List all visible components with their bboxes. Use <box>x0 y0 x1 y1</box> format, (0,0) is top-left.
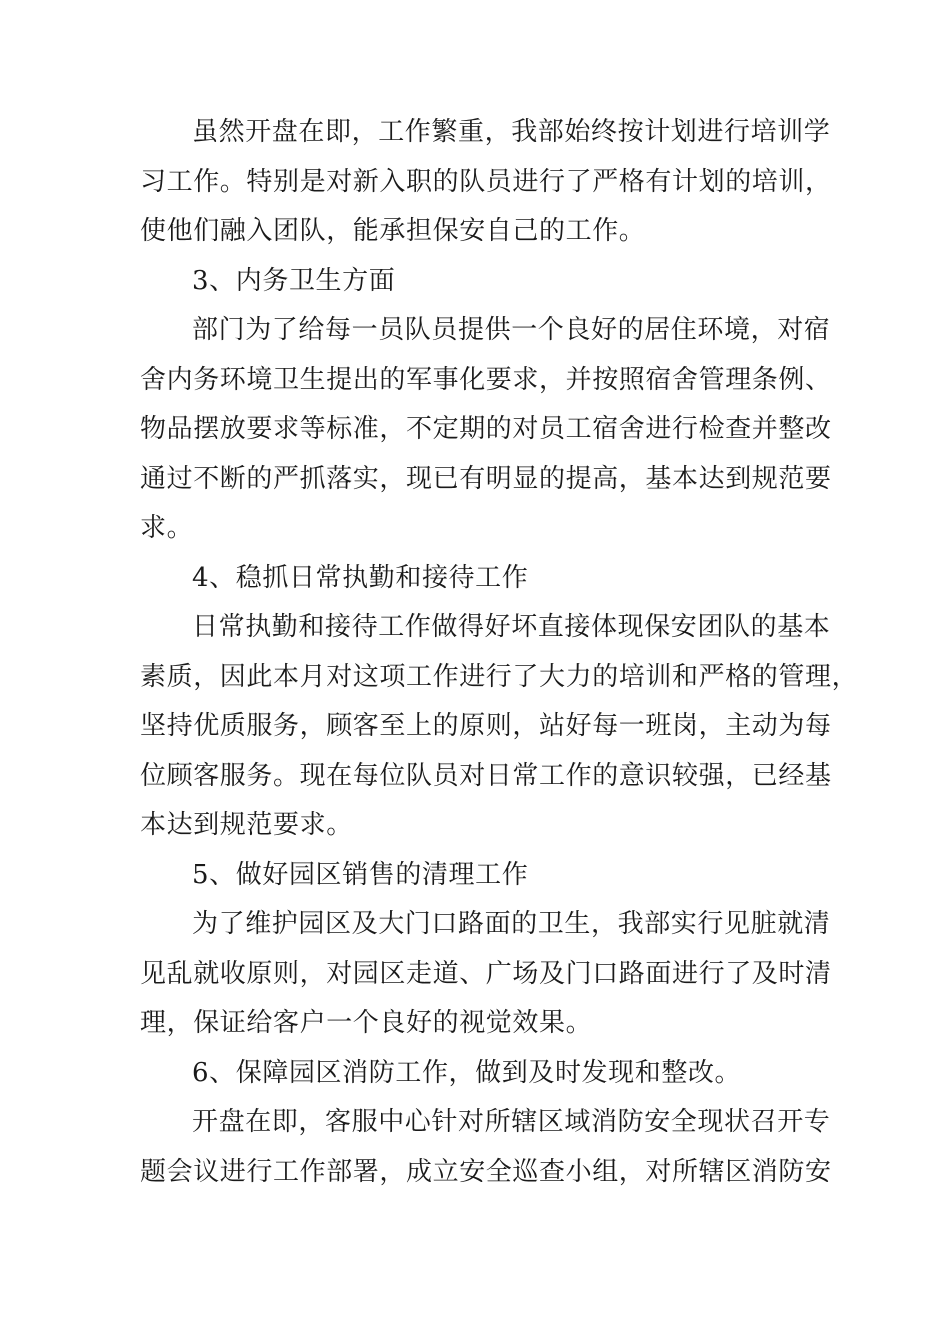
paragraph-line: 舍内务环境卫生提出的军事化要求，并按照宿舍管理条例、 <box>140 364 832 395</box>
section-heading: 3、内务卫生方面 <box>192 265 396 296</box>
paragraph-line: 习工作。特别是对新入职的队员进行了严格有计划的培训， <box>140 166 832 197</box>
paragraph-line: 求。 <box>140 513 194 543</box>
paragraph-line: 坚持优质服务，顾客至上的原则，站好每一班岗，主动为每 <box>140 711 832 741</box>
paragraph-line: 部门为了给每一员队员提供一个良好的居住环境，对宿 <box>192 315 831 345</box>
paragraph-line: 题会议进行工作部署，成立安全巡查小组，对所辖区消防安 <box>140 1156 832 1187</box>
paragraph-line: 虽然开盘在即，工作繁重，我部始终按计划进行培训学 <box>192 117 831 147</box>
paragraph-line: 见乱就收原则，对园区走道、广场及门口路面进行了及时清 <box>140 958 832 989</box>
paragraph-line: 为了维护园区及大门口路面的卫生，我部实行见脏就清 <box>192 909 831 939</box>
paragraph-line: 理，保证给客户一个良好的视觉效果。 <box>140 1008 593 1038</box>
paragraph-line: 位顾客服务。现在每位队员对日常工作的意识较强，已经基 <box>140 760 832 791</box>
paragraph-line: 开盘在即，客服中心针对所辖区域消防安全现状召开专 <box>192 1107 831 1137</box>
section-heading: 6、保障园区消防工作，做到及时发现和整改。 <box>192 1057 742 1088</box>
paragraph-line: 素质，因此本月对这项工作进行了大力的培训和严格的管理， <box>140 661 859 692</box>
section-heading: 5、做好园区销售的清理工作 <box>192 859 529 890</box>
paragraph-line: 使他们融入团队，能承担保安自己的工作。 <box>140 216 646 246</box>
paragraph-line: 本达到规范要求。 <box>140 810 353 840</box>
paragraph-line: 物品摆放要求等标准，不定期的对员工宿舍进行检查并整改 <box>140 414 832 444</box>
paragraph-line: 日常执勤和接待工作做得好坏直接体现保安团队的基本 <box>192 612 831 642</box>
paragraph-line: 通过不断的严抓落实，现已有明显的提高，基本达到规范要 <box>140 463 832 494</box>
section-heading: 4、稳抓日常执勤和接待工作 <box>192 562 529 593</box>
document-body <box>140 108 859 1197</box>
